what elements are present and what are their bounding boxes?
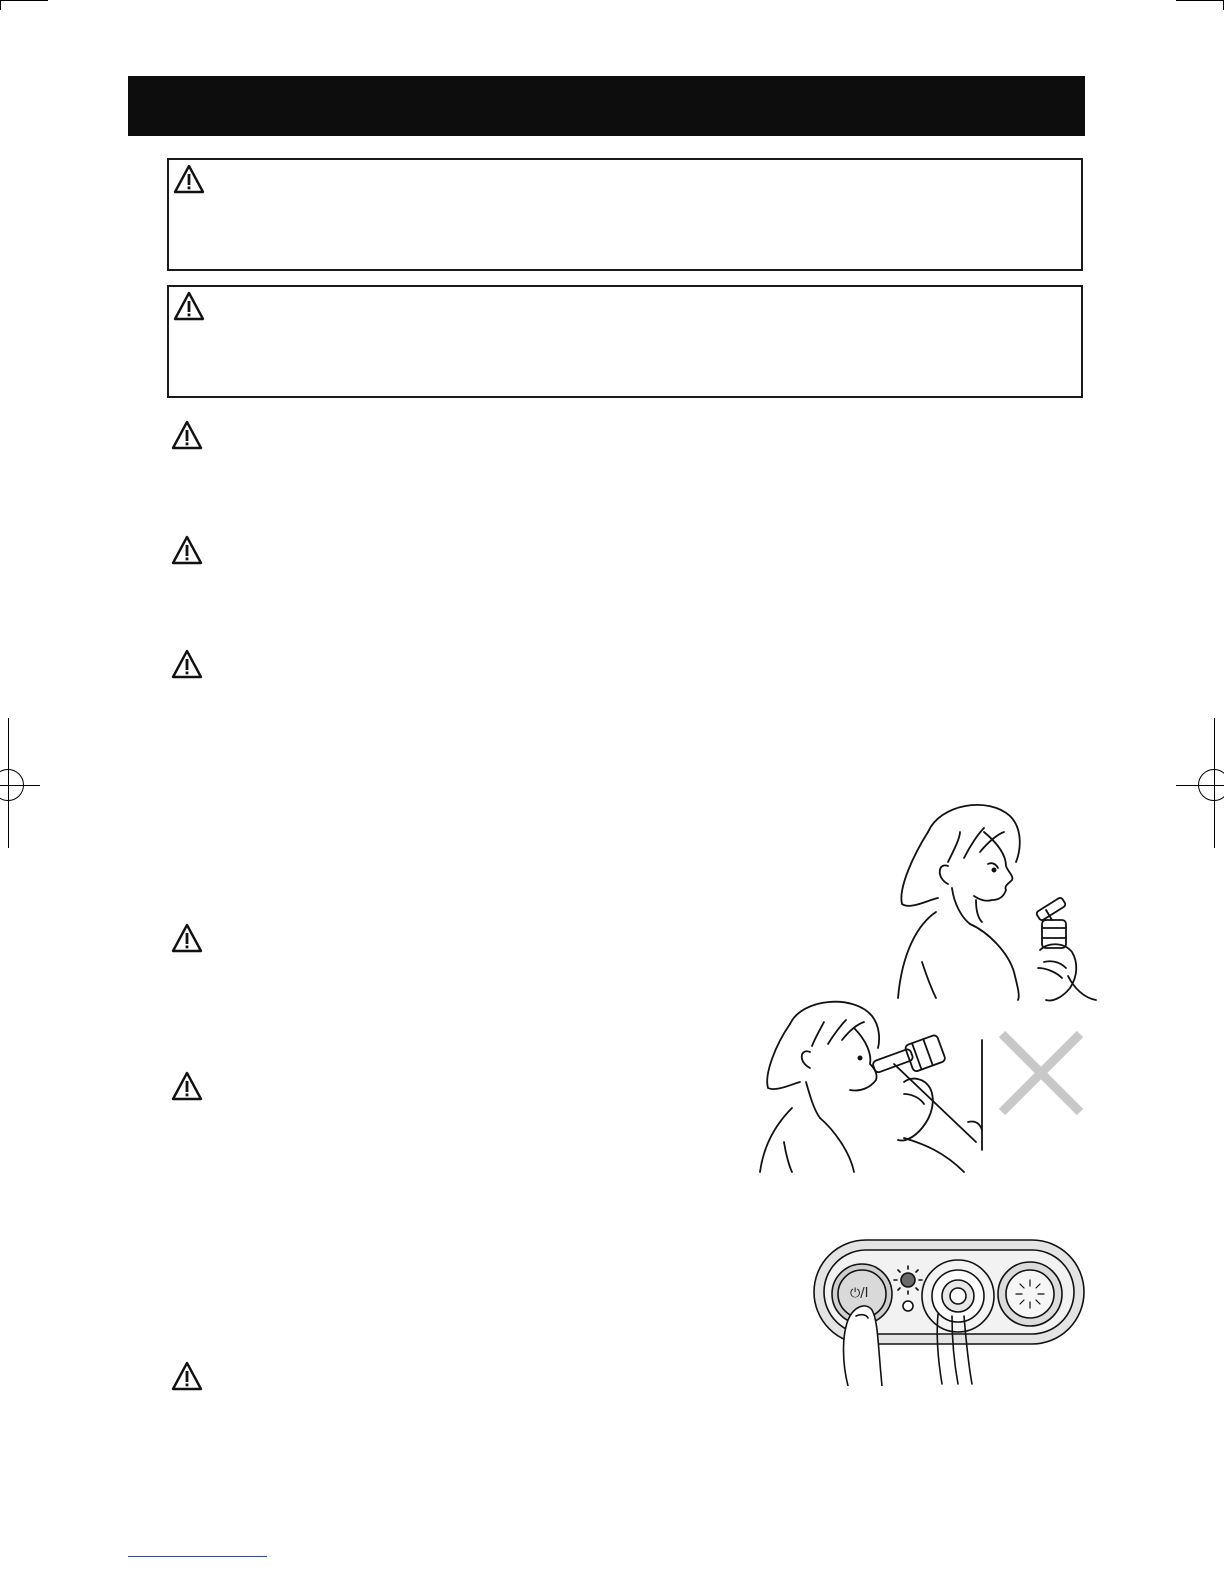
warning-triangle-icon (171, 923, 203, 953)
warning-triangle-icon (171, 1361, 203, 1391)
incorrect-x-icon (996, 1028, 1086, 1118)
warning-triangle-icon (171, 649, 203, 679)
warning-box-2 (167, 285, 1083, 398)
person-upright-nebulizer-illustration (888, 792, 1098, 1004)
power-switch-illustration (812, 1236, 1088, 1386)
warning-triangle-icon (173, 291, 205, 321)
warning-box-1 (167, 158, 1083, 271)
section-header-bar (128, 76, 1085, 136)
warning-triangle-icon (171, 535, 203, 565)
warning-triangle-icon (171, 1071, 203, 1101)
warning-triangle-icon (173, 164, 205, 194)
power-button-label: ⏻/I (850, 1286, 869, 1301)
footer-rule (128, 1556, 267, 1557)
warning-triangle-icon (171, 420, 203, 450)
